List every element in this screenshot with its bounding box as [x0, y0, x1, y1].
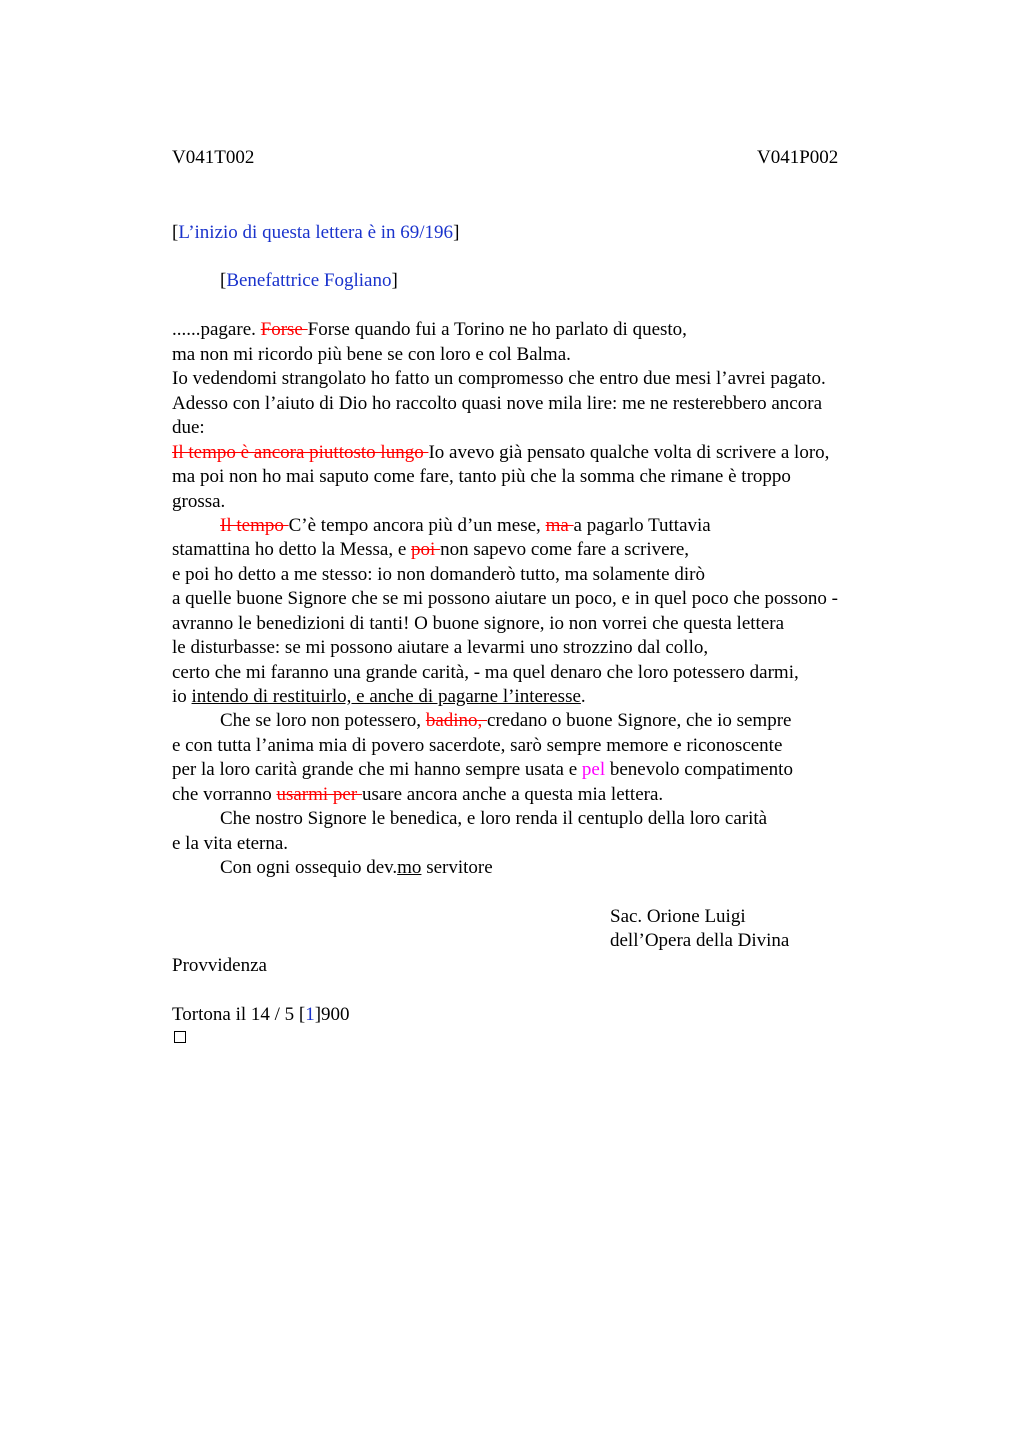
date-line [172, 1003, 350, 1027]
text-segment: Che se loro non potessero, [220, 710, 426, 731]
editorial-note-recipient [220, 269, 398, 293]
editorial-digit: 1 [305, 1004, 315, 1025]
deleted-text: usarmi per [276, 784, 362, 805]
text-line: grossa. [172, 491, 226, 512]
text-line: ma non mi ricordo più bene se con loro e col Balma. [172, 344, 571, 365]
text-line [172, 538, 689, 562]
text-segment: servitore [421, 857, 493, 878]
deleted-text: ma [545, 515, 574, 536]
text-line: a quelle buone Signore che se mi possono aiutare un poco, e in quel poco che possono - [172, 588, 838, 609]
text-segment: C’è tempo ancora più d’un mese, [288, 515, 546, 536]
underlined-text: intendo di restituirlo, e anche di pagarne l’interesse [191, 686, 581, 707]
checkbox-square-icon [174, 1031, 186, 1043]
deleted-text: poi [411, 539, 441, 560]
text-line [172, 318, 687, 342]
text-line [220, 514, 711, 538]
recipient-name: Benefattrice Fogliano [226, 270, 392, 291]
editorial-note-origin [172, 221, 459, 245]
deleted-text: Il tempo [220, 515, 289, 536]
text-segment: io [172, 686, 192, 707]
text-line: Adesso con l’aiuto di Dio ho raccolto quasi nove mila lire: me ne resterebbero ancora [172, 393, 822, 414]
text-segment: Tortona il 14 / 5 [ [172, 1004, 306, 1025]
text-line [172, 758, 793, 782]
text-segment: non sapevo come fare a scrivere, [440, 539, 690, 560]
bracket-open: [ [172, 222, 179, 243]
underlined-text: mo [397, 857, 422, 878]
text-segment: a pagarlo Tuttavia [573, 515, 711, 536]
text-line: le disturbasse: se mi possono aiutare a levarmi uno strozzino dal collo, [172, 637, 709, 658]
text-line: e con tutta l’anima mia di povero sacerdote, sarò sempre memore e riconoscente [172, 735, 783, 756]
signature-title: dell’Opera della Divina [610, 930, 790, 951]
bracket-close: ] [453, 222, 460, 243]
text-segment: . [580, 686, 586, 707]
deleted-text: Il tempo è ancora piuttosto lungo [172, 442, 429, 463]
text-segment: per la loro carità grande che mi hanno sempre usata e [172, 759, 582, 780]
editorial-note-text: L’inizio di questa lettera è in 69/196 [178, 222, 454, 243]
text-segment: credano o buone Signore, che io sempre [487, 710, 792, 731]
text-line: Io vedendomi strangolato ho fatto un compromesso che entro due mesi l’avrei pagato. [172, 368, 826, 389]
text-segment: usare ancora anche a questa mia lettera. [361, 784, 664, 805]
text-line: e la vita eterna. [172, 833, 289, 854]
text-segment: benevolo compatimento [605, 759, 793, 780]
text-segment: che vorranno [172, 784, 277, 805]
text-segment: ]900 [314, 1004, 350, 1025]
text-line: Che nostro Signore le benedica, e loro renda il centuplo della loro carità [220, 808, 768, 829]
bracket-close: ] [391, 270, 398, 291]
signature-title-continued: Provvidenza [172, 955, 267, 976]
archive-code-right: V041P002 [757, 147, 839, 168]
text-line [172, 685, 586, 709]
text-line: e poi ho detto a me stesso: io non domanderò tutto, ma solamente dirò [172, 564, 705, 585]
text-segment: stamattina ho detto la Messa, e [172, 539, 412, 560]
text-line: avranno le benedizioni di tanti! O buone signore, io non vorrei che questa lettera [172, 613, 785, 634]
deleted-text: badino, [425, 710, 488, 731]
deleted-text: Forse [260, 319, 308, 340]
signature-name: Sac. Orione Luigi [610, 906, 746, 927]
text-line [172, 441, 829, 465]
text-line [220, 856, 493, 880]
text-line: certo che mi faranno una grande carità, - ma quel denaro che loro potessero darmi, [172, 662, 799, 683]
text-segment: Io avevo già pensato qualche volta di scrivere a loro, [428, 442, 830, 463]
text-segment: ......pagare. [172, 319, 261, 340]
text-line [220, 709, 791, 733]
text-line: ma poi non ho mai saputo come fare, tanto più che la somma che rimane è troppo [172, 466, 791, 487]
text-segment: Forse quando fui a Torino ne ho parlato di questo, [307, 319, 687, 340]
bracket-open: [ [220, 270, 227, 291]
text-line: due: [172, 417, 205, 438]
text-line [172, 783, 663, 807]
highlighted-text: pel [581, 759, 606, 780]
archive-code-left: V041T002 [172, 147, 255, 168]
text-segment: Con ogni ossequio dev. [220, 857, 398, 878]
